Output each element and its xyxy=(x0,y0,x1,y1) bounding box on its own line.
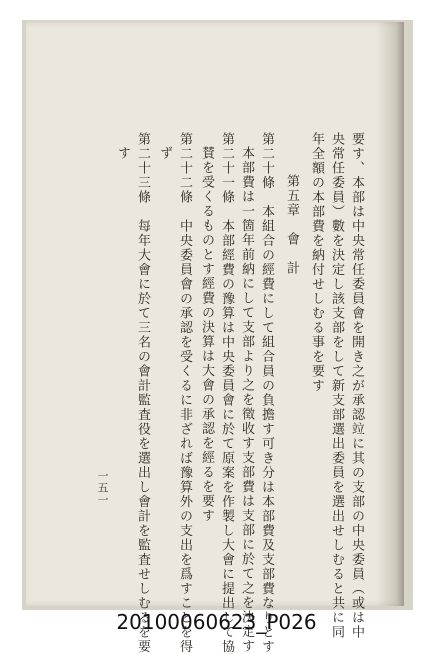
chapter-heading: 第五章 會 計 xyxy=(284,174,299,276)
text-column-3: 年全額の本部費を納付せしむる事を要す xyxy=(309,132,324,393)
article-22-heading: 第二十二條 中央委員會の承認を受くるに非ざれば豫算外の支出を爲すことを得 xyxy=(177,132,192,654)
article-23-heading: 第二十三條 每年大會に於て三名の會計監査役を選出し會計を監査せしむるを要 xyxy=(135,132,150,654)
text-column-12: す xyxy=(115,146,130,161)
text-column-2: 央常任委員）數を決定し該支部をして新支部選出委員を選出せしむると共に同 xyxy=(329,132,344,640)
image-caption: 20100060623_P026 xyxy=(116,610,317,634)
article-20-heading: 第二十條 本組合の經費にして組合員の負擔す可き分は本部費及支部費なりとす xyxy=(259,132,274,654)
text-column-6: 本部費は一箇年前納にして支部より之を徵收す支部費は支部に於て之を決定す xyxy=(239,146,254,654)
text-column-1: 要す、本部は中央常任委員會を開き之が承認竝に其の支部の中央委員（或は中 xyxy=(349,132,364,640)
page-gutter-shadow xyxy=(376,22,404,606)
page-number: 一五一 xyxy=(96,470,109,506)
article-21-heading: 第二十一條 本部經費の豫算は中央委員會に於て原案を作製し大會に提出して協 xyxy=(219,132,234,654)
text-column-8: 賛を受くるものとす經費の決算は大會の承認を經るを要す xyxy=(199,146,214,523)
text-column-10: ず xyxy=(157,146,172,161)
